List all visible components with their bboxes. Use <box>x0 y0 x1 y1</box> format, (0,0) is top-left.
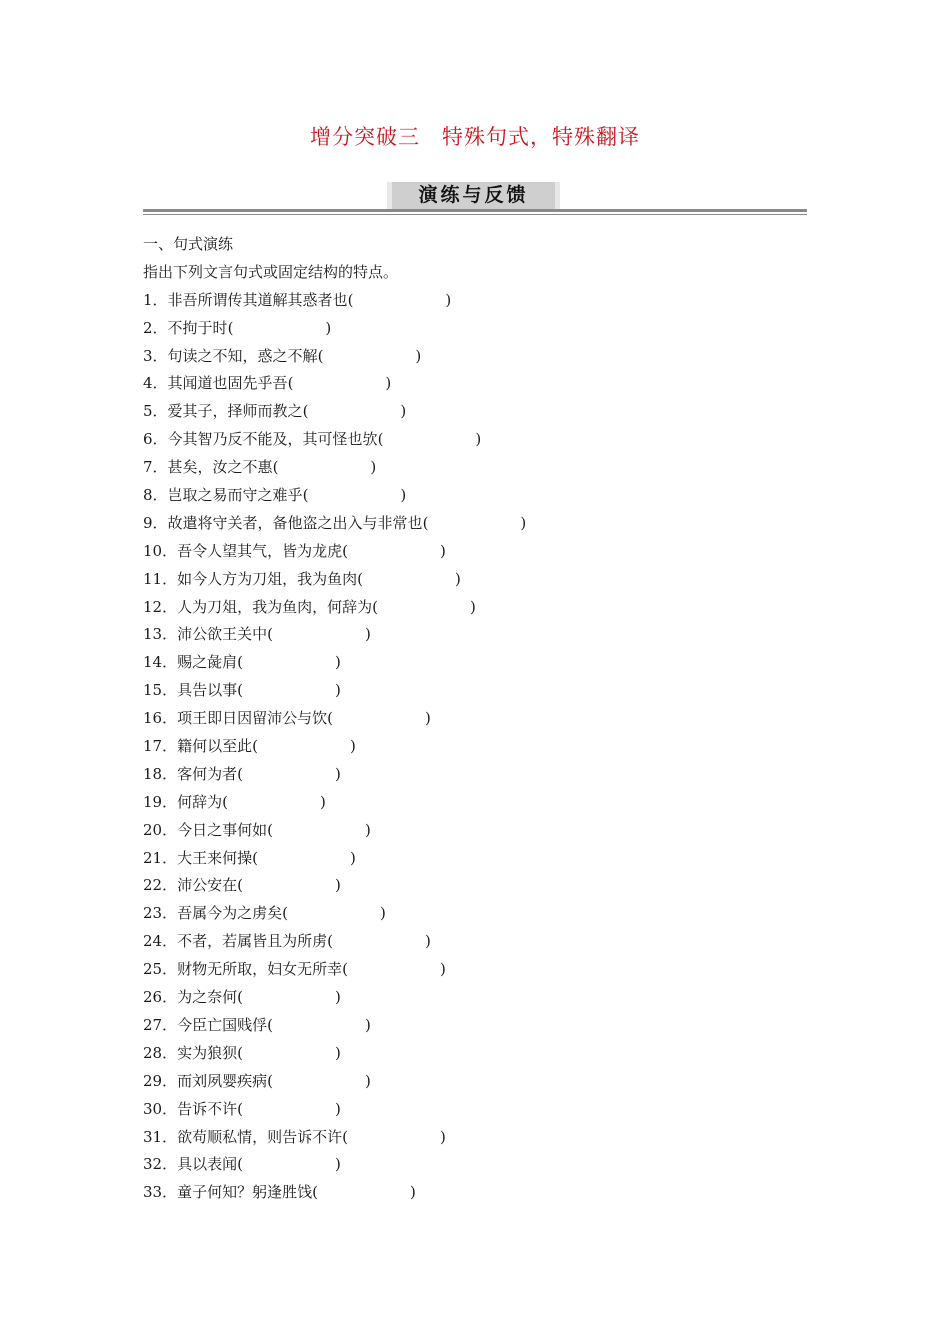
item-sentence: 沛公安在 <box>177 876 238 895</box>
answer-paren-open: ( <box>272 458 279 477</box>
answer-paren-open: ( <box>357 569 363 588</box>
exercise-item <box>143 566 807 594</box>
answer-paren-open: ( <box>372 597 378 616</box>
item-number: 33． <box>143 1183 178 1202</box>
item-sentence: 爱其子，择师而教之 <box>167 402 303 421</box>
exercise-item <box>143 1151 807 1179</box>
exercise-list <box>143 287 807 1207</box>
item-sentence: 实为狼狈 <box>177 1043 238 1062</box>
item-number: 27． <box>143 1015 178 1034</box>
item-sentence: 童子何知？躬逢胜饯 <box>177 1183 313 1202</box>
answer-paren-open: ( <box>342 960 348 979</box>
exercise-item <box>143 398 807 426</box>
exercise-item <box>143 1179 807 1207</box>
item-number: 17． <box>143 737 178 756</box>
item-sentence: 不者，若属皆且为所虏 <box>177 932 328 951</box>
section-heading: 一、句式演练 <box>143 235 234 253</box>
answer-paren-close: ) <box>439 960 446 979</box>
answer-paren-open: ( <box>302 402 309 421</box>
item-sentence: 赐之彘肩 <box>177 653 238 672</box>
exercise-item <box>143 789 807 817</box>
answer-paren-close: ) <box>445 290 452 309</box>
exercise-item <box>143 845 807 873</box>
exercise-item <box>143 538 807 566</box>
item-number: 18． <box>143 764 178 783</box>
item-number: 29． <box>143 1071 178 1090</box>
answer-paren-open: ( <box>267 625 273 644</box>
item-number: 2． <box>143 318 168 337</box>
item-sentence: 为之奈何 <box>177 988 238 1007</box>
answer-paren-close: ) <box>364 625 371 644</box>
answer-paren-open: ( <box>237 1155 243 1174</box>
answer-paren-close: ) <box>409 1183 416 1202</box>
item-sentence: 今其智乃反不能及，其可怪也欤 <box>167 430 378 449</box>
item-sentence: 吾令人望其气，皆为龙虎 <box>177 541 343 560</box>
exercise-item <box>143 1068 807 1096</box>
item-sentence: 具告以事 <box>177 681 238 700</box>
answer-paren-open: ( <box>227 318 234 337</box>
answer-paren-open: ( <box>377 430 384 449</box>
item-sentence: 今日之事何如 <box>177 820 268 839</box>
item-sentence: 客何为者 <box>177 764 238 783</box>
item-number: 1． <box>143 290 168 309</box>
answer-paren-open: ( <box>302 486 309 505</box>
answer-paren-close: ) <box>319 792 326 811</box>
item-number: 11． <box>143 569 178 588</box>
item-number: 25． <box>143 960 178 979</box>
answer-paren-open: ( <box>342 541 348 560</box>
item-sentence: 欲苟顺私情，则告诉不许 <box>177 1127 343 1146</box>
item-sentence: 故遣将守关者，备他盗之出入与非常也 <box>167 513 423 532</box>
item-number: 3． <box>143 346 168 365</box>
item-number: 9． <box>143 513 168 532</box>
exercise-item <box>143 649 807 677</box>
item-number: 7． <box>143 458 168 477</box>
answer-paren-open: ( <box>287 374 294 393</box>
answer-paren-close: ) <box>475 430 482 449</box>
answer-paren-close: ) <box>454 569 461 588</box>
section-banner <box>143 176 807 216</box>
answer-paren-open: ( <box>342 1127 348 1146</box>
item-number: 13． <box>143 625 178 644</box>
answer-paren-open: ( <box>237 1043 243 1062</box>
item-sentence: 大王来何操 <box>177 848 253 867</box>
exercise-item <box>143 1012 807 1040</box>
exercise-item <box>143 928 807 956</box>
item-sentence: 人为刀俎，我为鱼肉，何辞为 <box>177 597 373 616</box>
exercise-item <box>143 287 807 315</box>
exercise-item <box>143 315 807 343</box>
answer-paren-close: ) <box>349 737 356 756</box>
answer-paren-open: ( <box>237 1099 243 1118</box>
answer-paren-open: ( <box>237 988 243 1007</box>
instruction-text: 指出下列文言句式或固定结构的特点。 <box>143 262 399 281</box>
answer-paren-open: ( <box>222 792 228 811</box>
item-number: 16． <box>143 709 178 728</box>
exercise-item <box>143 454 807 482</box>
item-sentence: 沛公欲王关中 <box>177 625 268 644</box>
answer-paren-close: ) <box>439 541 446 560</box>
answer-paren-close: ) <box>334 681 341 700</box>
exercise-item <box>143 677 807 705</box>
answer-paren-open: ( <box>237 681 243 700</box>
item-number: 19． <box>143 792 178 811</box>
answer-paren-open: ( <box>422 513 429 532</box>
answer-paren-close: ) <box>400 402 407 421</box>
item-number: 30． <box>143 1099 178 1118</box>
answer-paren-close: ) <box>424 709 431 728</box>
answer-paren-open: ( <box>252 737 258 756</box>
answer-paren-open: ( <box>237 653 243 672</box>
item-sentence: 如今人方为刀俎，我为鱼肉 <box>177 569 358 588</box>
item-sentence: 今臣亡国贱俘 <box>177 1015 268 1034</box>
answer-paren-close: ) <box>334 1043 341 1062</box>
answer-paren-open: ( <box>267 820 273 839</box>
item-number: 31． <box>143 1127 178 1146</box>
item-sentence: 吾属今为之虏矣 <box>177 904 283 923</box>
item-number: 20． <box>143 820 178 839</box>
item-number: 22． <box>143 876 178 895</box>
answer-paren-open: ( <box>327 932 333 951</box>
answer-paren-open: ( <box>282 904 288 923</box>
answer-paren-close: ) <box>520 513 527 532</box>
answer-paren-close: ) <box>325 318 332 337</box>
answer-paren-close: ) <box>385 374 392 393</box>
item-number: 4． <box>143 374 168 393</box>
exercise-item <box>143 984 807 1012</box>
answer-paren-close: ) <box>334 1099 341 1118</box>
answer-paren-close: ) <box>370 458 377 477</box>
exercise-item <box>143 956 807 984</box>
item-number: 15． <box>143 681 178 700</box>
item-number: 10． <box>143 541 178 560</box>
answer-paren-close: ) <box>364 1071 371 1090</box>
item-number: 8． <box>143 486 168 505</box>
answer-paren-close: ) <box>439 1127 446 1146</box>
item-number: 14． <box>143 653 178 672</box>
exercise-item <box>143 872 807 900</box>
answer-paren-close: ) <box>334 764 341 783</box>
item-sentence: 告诉不许 <box>177 1099 238 1118</box>
exercise-item <box>143 621 807 649</box>
answer-paren-close: ) <box>364 1015 371 1034</box>
banner-divider-thick <box>143 209 807 212</box>
item-sentence: 甚矣，汝之不惠 <box>167 458 273 477</box>
item-number: 12． <box>143 597 178 616</box>
answer-paren-close: ) <box>334 876 341 895</box>
page-title: 增分突破三 特殊句式，特殊翻译 <box>310 125 640 149</box>
item-sentence: 其闻道也固先乎吾 <box>167 374 288 393</box>
answer-paren-close: ) <box>334 653 341 672</box>
exercise-item <box>143 817 807 845</box>
item-sentence: 项王即日因留沛公与饮 <box>177 709 328 728</box>
item-number: 32． <box>143 1155 178 1174</box>
exercise-item <box>143 1096 807 1124</box>
answer-paren-open: ( <box>237 764 243 783</box>
answer-paren-close: ) <box>424 932 431 951</box>
answer-paren-open: ( <box>317 346 324 365</box>
item-sentence: 财物无所取，妇女无所幸 <box>177 960 343 979</box>
answer-paren-close: ) <box>334 988 341 1007</box>
answer-paren-open: ( <box>237 876 243 895</box>
item-number: 6． <box>143 430 168 449</box>
exercise-item <box>143 370 807 398</box>
exercise-item <box>143 594 807 622</box>
answer-paren-close: ) <box>415 346 422 365</box>
answer-paren-close: ) <box>469 597 476 616</box>
exercise-item <box>143 1040 807 1068</box>
exercise-item <box>143 482 807 510</box>
exercise-item <box>143 705 807 733</box>
banner-divider-thin <box>143 214 807 215</box>
answer-paren-close: ) <box>379 904 386 923</box>
answer-paren-close: ) <box>349 848 356 867</box>
item-sentence: 何辞为 <box>177 792 223 811</box>
item-number: 26． <box>143 988 178 1007</box>
exercise-item <box>143 900 807 928</box>
item-sentence: 非吾所谓传其道解其惑者也 <box>167 290 348 309</box>
exercise-item <box>143 426 807 454</box>
answer-paren-open: ( <box>267 1015 273 1034</box>
banner-label: 演练与反馈 <box>387 182 560 209</box>
exercise-item <box>143 733 807 761</box>
item-sentence: 而刘夙婴疾病 <box>177 1071 268 1090</box>
exercise-item <box>143 761 807 789</box>
item-sentence: 句读之不知，惑之不解 <box>167 346 318 365</box>
item-sentence: 不拘于时 <box>167 318 228 337</box>
item-sentence: 具以表闻 <box>177 1155 238 1174</box>
item-sentence: 岂取之易而守之难乎 <box>167 486 303 505</box>
exercise-item <box>143 510 807 538</box>
item-number: 24． <box>143 932 178 951</box>
answer-paren-open: ( <box>267 1071 273 1090</box>
item-sentence: 籍何以至此 <box>177 737 253 756</box>
answer-paren-open: ( <box>327 709 333 728</box>
answer-paren-close: ) <box>400 486 407 505</box>
item-number: 21． <box>143 848 178 867</box>
answer-paren-open: ( <box>252 848 258 867</box>
exercise-item <box>143 343 807 371</box>
exercise-item <box>143 1124 807 1152</box>
exercise-content <box>143 231 807 1207</box>
answer-paren-close: ) <box>334 1155 341 1174</box>
answer-paren-open: ( <box>347 290 354 309</box>
item-number: 23． <box>143 904 178 923</box>
item-number: 28． <box>143 1043 178 1062</box>
item-number: 5． <box>143 402 168 421</box>
answer-paren-open: ( <box>312 1183 318 1202</box>
answer-paren-close: ) <box>364 820 371 839</box>
